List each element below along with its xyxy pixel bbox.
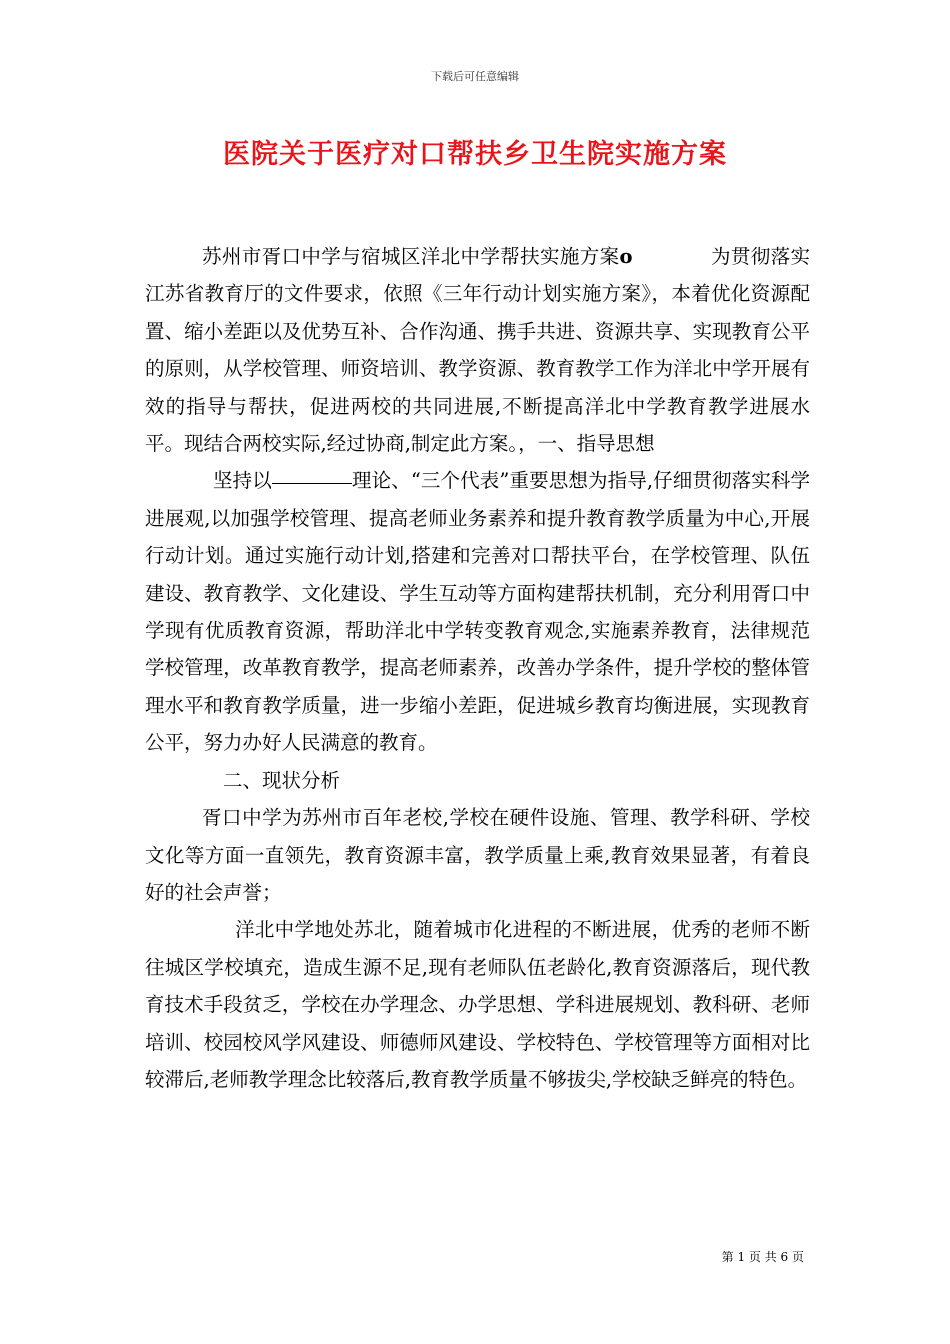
intro-mark: o bbox=[619, 245, 633, 268]
guiding-text-rest: 理论、“三个代表”重要思想为指导,仔细贯彻落实科学进展观,以加强学校管理、提高老师业务素养和提升教育教学质量为中心,开展行动计划。通过实施行动计划,搭建和完善对口帮扶平台，在学校管理、队伍建设、教育教学、文化建设、学生互动等方面构建帮扶机制，充分利用胥口中学现有优质教育资源，帮助洋北中学转变教育观念,实施素养教育，法律规范学校管理，改革教育教学，提高老师素养，改善办学条件，提升学校的整体管理水平和教育教学质量，进一步缩小差距，促进城乡教育均衡进展，实现教育公平，努力办好人民满意的教育。 bbox=[145, 469, 810, 755]
paragraph-xukou-status: 胥口中学为苏州市百年老校,学校在硬件设施、管理、教学科研、学校文化等方面一直领先，教育资源丰富，教学质量上乘,教育效果显著，有着良好的社会声誉； bbox=[145, 806, 810, 904]
document-body bbox=[145, 238, 810, 1098]
intro-text-rest: 为贯彻落实江苏省教育厅的文件要求，依照《三年行动计划实施方案》，本着优化资源配置、缩小差距以及优势互补、合作沟通、携手共进、资源共享、实现教育公平的原则，从学校管理、师资培训、教学资源、教育教学工作为洋北中学开展有效的指导与帮扶，促进两校的共同进展,不断提高洋北中学教育教学进展水平。现结合两校实际,经过协商,制定此方案。，一、指导思想 bbox=[145, 245, 810, 456]
header-note: 下载后可任意编辑 bbox=[431, 70, 519, 83]
page-number: 第 1 页 共 6 页 bbox=[721, 1250, 804, 1264]
section-heading-status: 二、现状分析 bbox=[223, 768, 341, 792]
blank-underline bbox=[272, 482, 352, 484]
guiding-text-start: 坚持以 bbox=[213, 469, 272, 493]
paragraph-intro bbox=[145, 238, 810, 462]
paragraph-guiding-thought bbox=[145, 462, 810, 761]
intro-text-start: 苏州市胥口中学与宿城区洋北中学帮扶实施方案 bbox=[202, 245, 620, 268]
paragraph-yangbei-status: 洋北中学地处苏北，随着城市化进程的不断进展，优秀的老师不断往城区学校填充，造成生源不足,现有老师队伍老龄化,教育资源落后，现代教育技术手段贫乏，学校在办学理念、办学思想、学科进展规划、教科研、老师培训、校园校风学风建设、师德师风建设、学校特色、学校管理等方面相对比较滞后,老师教学理念比较落后,教育教学质量不够拔尖,学校缺乏鲜亮的特色。 bbox=[145, 918, 810, 1091]
document-title: 医院关于医疗对口帮扶乡卫生院实施方案 bbox=[223, 139, 727, 170]
